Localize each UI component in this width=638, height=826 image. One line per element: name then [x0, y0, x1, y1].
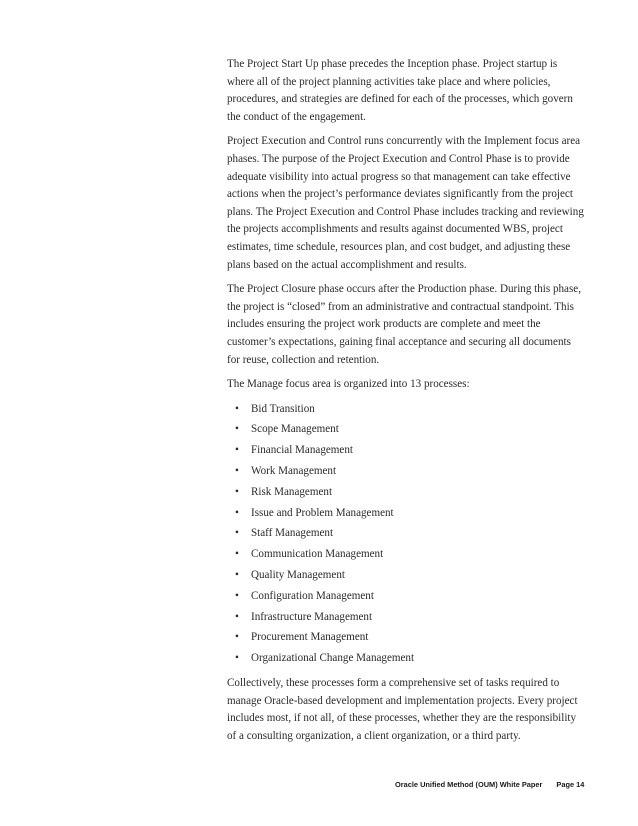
footer-title: Oracle Unified Method (OUM) White Paper: [395, 780, 543, 789]
list-item-label: Issue and Problem Management: [251, 506, 394, 519]
bullet-icon: •: [235, 548, 239, 561]
list-item-label: Configuration Management: [251, 589, 374, 602]
page-number: Page 14: [556, 780, 585, 789]
page-footer: [395, 780, 584, 789]
bullet-icon: •: [235, 589, 239, 602]
list-item: [227, 401, 585, 422]
bullet-icon: •: [235, 423, 239, 436]
bullet-icon: •: [235, 444, 239, 457]
list-item-label: Communication Management: [251, 548, 384, 561]
paragraph-closing: Collectively, these processes form a comprehensive set of tasks required to manage Oracle-based development and implementation projects. Every project includes most, if not all, of these processes, whether they are the responsibility of a consulting organization, a client organization, or a third party.: [227, 677, 578, 742]
bullet-icon: •: [235, 652, 239, 665]
paragraph-project-closure: The Project Closure phase occurs after the Production phase. During this phase, the project is “closed” from an administrative and contractual standpoint. This includes ensuring the project work products are complete and meet the customer’s expectations, gaining final acceptance and securing all documents for reuse, collection and retention.: [227, 283, 581, 366]
bullet-icon: •: [235, 402, 239, 415]
bullet-icon: •: [235, 610, 239, 623]
list-item: [227, 484, 585, 505]
paragraph-processes-intro: The Manage focus area is organized into 13 processes:: [227, 378, 470, 391]
paragraph-execution-and-control: Project Execution and Control runs concurrently with the Implement focus area phases. The purpose of the Project Execution and Control Phase is to provide adequate visibility into actual progress so that management can take effective actions when the project’s performance deviates significantly from the project plans. The Project Execution and Control Phase includes tracking and reviewing the projects accomplishments and results against documented WBS, project estimates, time schedule, resources plan, and cost budget, and adjusting these plans based on the actual accomplishment and results.: [227, 135, 584, 271]
list-item: [227, 421, 585, 442]
list-item-label: Bid Transition: [251, 402, 315, 415]
process-list: [227, 401, 585, 671]
list-item-label: Procurement Management: [251, 631, 369, 644]
list-item: [227, 629, 585, 650]
bullet-icon: •: [235, 569, 239, 582]
bullet-icon: •: [235, 631, 239, 644]
list-item: [227, 546, 585, 567]
list-item-label: Risk Management: [251, 485, 333, 498]
list-item: [227, 442, 585, 463]
paragraph-project-start-up: The Project Start Up phase precedes the Inception phase. Project startup is where all of the project planning activities take place and where policies, procedures, and strategies are defined for each of the processes, which govern the conduct of the engagement.: [227, 58, 573, 123]
bullet-icon: •: [235, 527, 239, 540]
list-item-label: Infrastructure Management: [251, 610, 373, 623]
bullet-icon: •: [235, 465, 239, 478]
list-item-label: Financial Management: [251, 444, 353, 457]
list-item-label: Staff Management: [251, 527, 334, 540]
bullet-icon: •: [235, 506, 239, 519]
list-item: [227, 609, 585, 630]
list-item-label: Scope Management: [251, 423, 339, 436]
list-item: [227, 650, 585, 671]
list-item-label: Organizational Change Management: [251, 652, 415, 665]
bullet-icon: •: [235, 485, 239, 498]
list-item-label: Quality Management: [251, 569, 345, 582]
page-body: [227, 56, 585, 752]
list-item: [227, 567, 585, 588]
list-item: [227, 588, 585, 609]
list-item: [227, 525, 585, 546]
list-item: [227, 505, 585, 526]
list-item-label: Work Management: [251, 465, 337, 478]
list-item: [227, 463, 585, 484]
